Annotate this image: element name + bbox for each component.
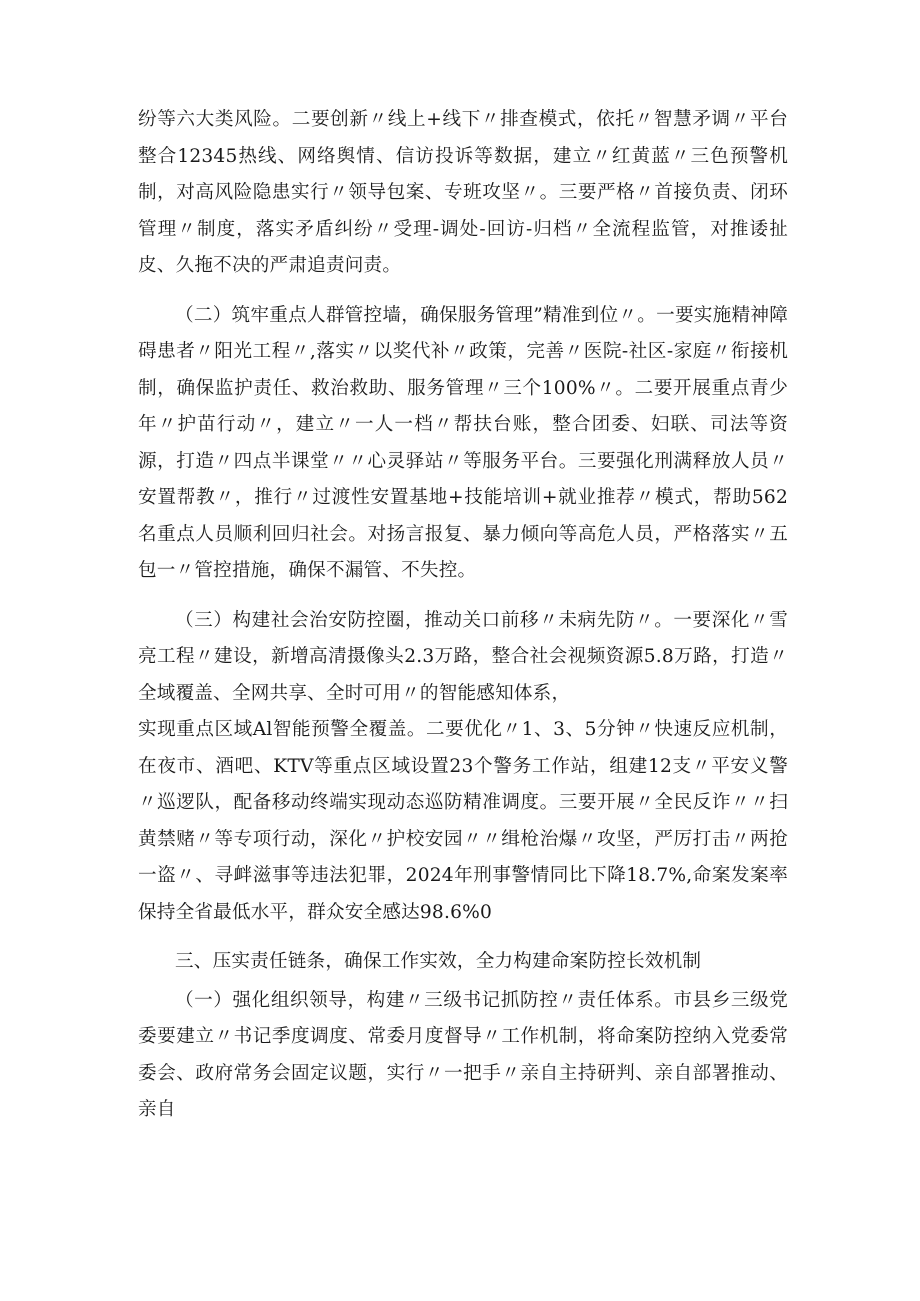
paragraph-public-security-continued: 实现重点区域Al智能预警全覆盖。二要优化〃1、3、5分钟〃快速反应机制，在夜市、酒吧、KTV等重点区域设置23个警务工作站，组建12支〃平安义警〃巡逻队，配备移动终端实现动态巡防精准调度。三要开展〃全民反诈〃〃扫黄禁赌〃等专项行动，深化〃护校安园〃〃缉枪治爆〃攻坚，严厉打击〃两抢一盗〃、寻衅滋事等违法犯罪，2024年刑事警情同比下降18.7%,命案发案率保持全省最低水平，群众安全感达98.6%0 (138, 719, 788, 923)
paragraph-risk-screening: 纷等六大类风险。二要创新〃线上+线下〃排查模式，依托〃智慧矛调〃平台整合12345热线、网络舆情、信访投诉等数据，建立〃红黄蓝〃三色预警机制，对高风险隐患实行〃领导包案、专班攻坚〃。三要严格〃首接负责、闭环管理〃制度，落实矛盾纠纷〃受理-调处-回访-归档〃全流程监管，对推诿扯皮、久拖不决的严肃追责问责。 (138, 109, 788, 276)
paragraph-key-population-control: （二）筑牢重点人群管控墙，确保服务管理”精准到位〃。一要实施精神障碍患者〃阳光工程〃,落实〃以奖代补〃政策，完善〃医院-社区-家庭〃衔接机制，确保监护责任、救治救助、服务管理〃三个100%〃。二要开展重点青少年〃护苗行动〃，建立〃一人一档〃帮扶台账，整合团委、妇联、司法等资源，打造〃四点半课堂〃〃心灵驿站〃等服务平台。三要强化刑满释放人员〃安置帮教〃，推行〃过渡性安置基地+技能培训+就业推荐〃模式，帮助562名重点人员顺利回归社会。对扬言报复、暴力倾向等高危人员，严格落实〃五包一〃管控措施，确保不漏管、不失控。 (138, 304, 788, 581)
document-body (138, 102, 788, 1129)
section-heading-responsibility-chain: 三、压实责任链条，确保工作实效，全力构建命案防控长效机制 (175, 951, 702, 972)
paragraph-public-security-prevention: （三）构建社会治安防控圈，推动关口前移〃未病先防〃。一要深化〃雪亮工程〃建设，新增高清摄像头2.3万路，整合社会视频资源5.8万路，打造〃全域覆盖、全网共享、全时可用〃的智能感知体系， (138, 609, 788, 704)
paragraph-organizational-leadership: （一）强化组织领导，构建〃三级书记抓防控〃责任体系。市县乡三级党委要建立〃书记季度调度、常委月度督导〃工作机制，将命案防控纳入党委常委会、政府常务会固定议题，实行〃一把手〃亲自主持研判、亲自部署推动、亲自 (138, 989, 788, 1120)
